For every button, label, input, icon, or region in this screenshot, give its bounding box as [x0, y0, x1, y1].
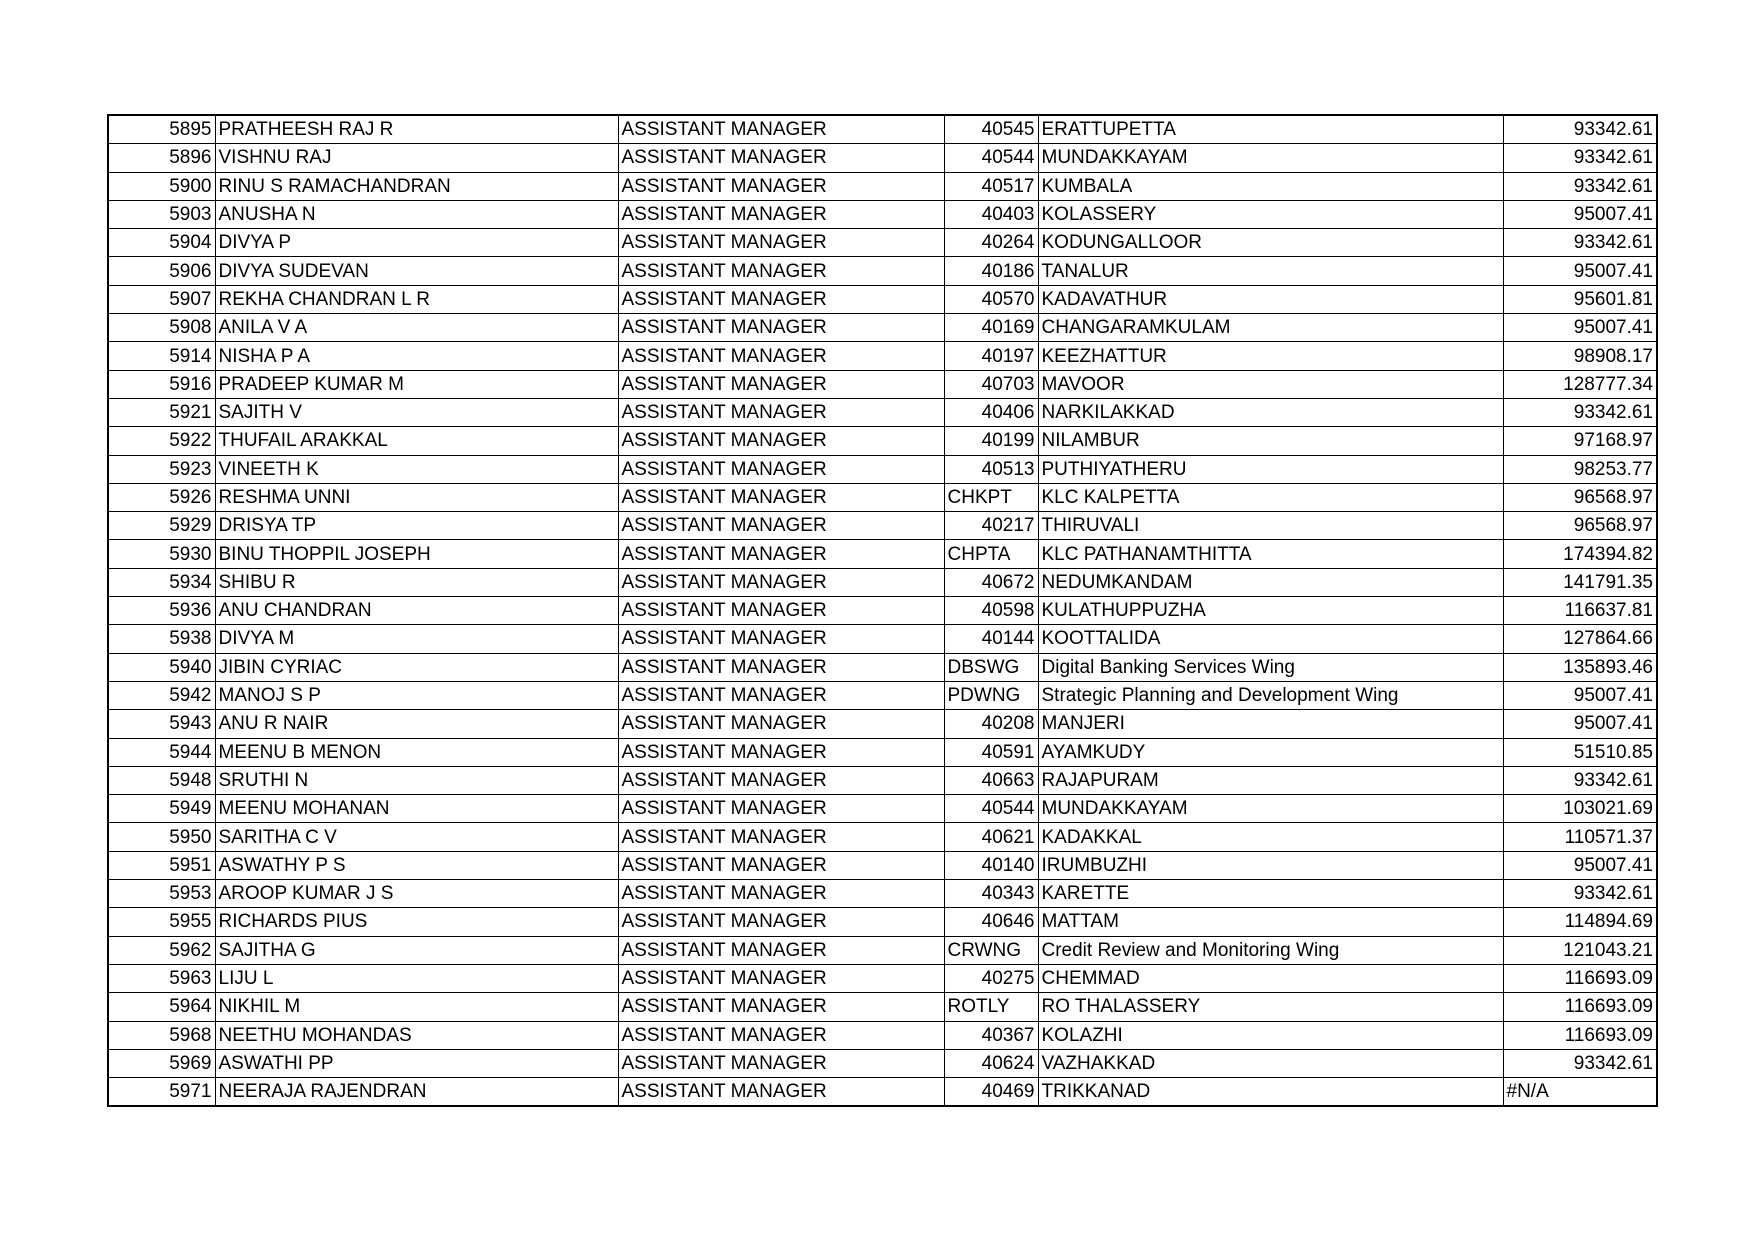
table-row: [108, 483, 1657, 511]
branch-code-cell: 40169: [944, 314, 1038, 342]
designation-cell: ASSISTANT MANAGER: [618, 455, 944, 483]
branch-name-cell: MUNDAKKAYAM: [1038, 795, 1503, 823]
employee-id-cell: 5969: [108, 1049, 215, 1077]
employee-name-cell: LIJU L: [215, 964, 618, 992]
table-row: [108, 681, 1657, 709]
employee-id-cell: 5948: [108, 766, 215, 794]
branch-name-cell: MUNDAKKAYAM: [1038, 144, 1503, 172]
branch-code-cell: DBSWG: [944, 653, 1038, 681]
branch-name-cell: Credit Review and Monitoring Wing: [1038, 936, 1503, 964]
branch-name-cell: PUTHIYATHERU: [1038, 455, 1503, 483]
designation-cell: ASSISTANT MANAGER: [618, 597, 944, 625]
employee-name-cell: SRUTHI N: [215, 766, 618, 794]
amount-cell: 110571.37: [1503, 823, 1657, 851]
designation-cell: ASSISTANT MANAGER: [618, 908, 944, 936]
table-row: [108, 936, 1657, 964]
employee-id-cell: 5900: [108, 172, 215, 200]
branch-code-cell: 40544: [944, 795, 1038, 823]
employee-id-cell: 5895: [108, 115, 215, 144]
table-row: [108, 427, 1657, 455]
amount-cell: 95007.41: [1503, 851, 1657, 879]
table-row: [108, 342, 1657, 370]
employee-name-cell: VISHNU RAJ: [215, 144, 618, 172]
amount-cell: 93342.61: [1503, 398, 1657, 426]
table-row: [108, 880, 1657, 908]
amount-cell: 97168.97: [1503, 427, 1657, 455]
branch-name-cell: KEEZHATTUR: [1038, 342, 1503, 370]
designation-cell: ASSISTANT MANAGER: [618, 285, 944, 313]
table-row: [108, 568, 1657, 596]
table-row: [108, 625, 1657, 653]
branch-name-cell: MAVOOR: [1038, 370, 1503, 398]
amount-cell: 95007.41: [1503, 681, 1657, 709]
designation-cell: ASSISTANT MANAGER: [618, 370, 944, 398]
branch-code-cell: 40406: [944, 398, 1038, 426]
branch-code-cell: CHKPT: [944, 483, 1038, 511]
branch-code-cell: 40646: [944, 908, 1038, 936]
table-row: [108, 398, 1657, 426]
amount-cell: 116637.81: [1503, 597, 1657, 625]
employee-name-cell: SHIBU R: [215, 568, 618, 596]
employee-id-cell: 5971: [108, 1078, 215, 1107]
branch-name-cell: VAZHAKKAD: [1038, 1049, 1503, 1077]
designation-cell: ASSISTANT MANAGER: [618, 398, 944, 426]
branch-name-cell: KOLASSERY: [1038, 200, 1503, 228]
amount-cell: 95007.41: [1503, 314, 1657, 342]
employee-name-cell: MEENU MOHANAN: [215, 795, 618, 823]
branch-name-cell: KARETTE: [1038, 880, 1503, 908]
amount-cell: 135893.46: [1503, 653, 1657, 681]
designation-cell: ASSISTANT MANAGER: [618, 229, 944, 257]
employee-name-cell: PRADEEP KUMAR M: [215, 370, 618, 398]
table-row: [108, 597, 1657, 625]
employee-id-cell: 5942: [108, 681, 215, 709]
amount-cell: 95007.41: [1503, 710, 1657, 738]
branch-name-cell: CHANGARAMKULAM: [1038, 314, 1503, 342]
designation-cell: ASSISTANT MANAGER: [618, 766, 944, 794]
table-row: [108, 370, 1657, 398]
designation-cell: ASSISTANT MANAGER: [618, 681, 944, 709]
employee-id-cell: 5930: [108, 540, 215, 568]
employee-name-cell: SAJITHA G: [215, 936, 618, 964]
amount-cell: 51510.85: [1503, 738, 1657, 766]
amount-cell: 128777.34: [1503, 370, 1657, 398]
employee-name-cell: ANU CHANDRAN: [215, 597, 618, 625]
designation-cell: ASSISTANT MANAGER: [618, 795, 944, 823]
employee-id-cell: 5907: [108, 285, 215, 313]
designation-cell: ASSISTANT MANAGER: [618, 342, 944, 370]
designation-cell: ASSISTANT MANAGER: [618, 512, 944, 540]
branch-name-cell: THIRUVALI: [1038, 512, 1503, 540]
branch-code-cell: 40343: [944, 880, 1038, 908]
table-row: [108, 738, 1657, 766]
employee-id-cell: 5938: [108, 625, 215, 653]
employee-id-cell: 5964: [108, 993, 215, 1021]
branch-code-cell: 40703: [944, 370, 1038, 398]
branch-code-cell: 40264: [944, 229, 1038, 257]
employee-id-cell: 5949: [108, 795, 215, 823]
branch-code-cell: 40517: [944, 172, 1038, 200]
branch-code-cell: 40208: [944, 710, 1038, 738]
employee-name-cell: ANUSHA N: [215, 200, 618, 228]
designation-cell: ASSISTANT MANAGER: [618, 568, 944, 596]
branch-code-cell: 40624: [944, 1049, 1038, 1077]
branch-name-cell: KOLAZHI: [1038, 1021, 1503, 1049]
amount-cell: 174394.82: [1503, 540, 1657, 568]
employee-name-cell: ANU R NAIR: [215, 710, 618, 738]
employee-id-cell: 5950: [108, 823, 215, 851]
amount-cell: 96568.97: [1503, 483, 1657, 511]
branch-name-cell: KADAKKAL: [1038, 823, 1503, 851]
employee-id-cell: 5940: [108, 653, 215, 681]
branch-name-cell: IRUMBUZHI: [1038, 851, 1503, 879]
designation-cell: ASSISTANT MANAGER: [618, 936, 944, 964]
designation-cell: ASSISTANT MANAGER: [618, 993, 944, 1021]
designation-cell: ASSISTANT MANAGER: [618, 823, 944, 851]
employee-name-cell: MANOJ S P: [215, 681, 618, 709]
designation-cell: ASSISTANT MANAGER: [618, 1078, 944, 1107]
designation-cell: ASSISTANT MANAGER: [618, 257, 944, 285]
employee-name-cell: RICHARDS PIUS: [215, 908, 618, 936]
branch-code-cell: PDWNG: [944, 681, 1038, 709]
employee-id-cell: 5943: [108, 710, 215, 738]
table-row: [108, 1021, 1657, 1049]
employee-id-cell: 5908: [108, 314, 215, 342]
table-row: [108, 172, 1657, 200]
branch-name-cell: KUMBALA: [1038, 172, 1503, 200]
designation-cell: ASSISTANT MANAGER: [618, 200, 944, 228]
employee-name-cell: REKHA CHANDRAN L R: [215, 285, 618, 313]
employee-id-cell: 5922: [108, 427, 215, 455]
employee-name-cell: ASWATHI PP: [215, 1049, 618, 1077]
amount-cell: 93342.61: [1503, 880, 1657, 908]
table-row: [108, 993, 1657, 1021]
employee-id-cell: 5929: [108, 512, 215, 540]
branch-name-cell: Strategic Planning and Development Wing: [1038, 681, 1503, 709]
branch-name-cell: KODUNGALLOOR: [1038, 229, 1503, 257]
branch-code-cell: 40367: [944, 1021, 1038, 1049]
employee-name-cell: RINU S RAMACHANDRAN: [215, 172, 618, 200]
table-row: [108, 795, 1657, 823]
amount-cell: 93342.61: [1503, 766, 1657, 794]
employee-id-cell: 5914: [108, 342, 215, 370]
employee-id-cell: 5934: [108, 568, 215, 596]
table-row: [108, 314, 1657, 342]
employee-id-cell: 5968: [108, 1021, 215, 1049]
employee-id-cell: 5953: [108, 880, 215, 908]
amount-cell: 93342.61: [1503, 1049, 1657, 1077]
employee-table: [107, 114, 1658, 1107]
designation-cell: ASSISTANT MANAGER: [618, 483, 944, 511]
employee-id-cell: 5955: [108, 908, 215, 936]
employee-name-cell: NEETHU MOHANDAS: [215, 1021, 618, 1049]
table-row: [108, 115, 1657, 144]
branch-name-cell: KLC PATHANAMTHITTA: [1038, 540, 1503, 568]
designation-cell: ASSISTANT MANAGER: [618, 738, 944, 766]
branch-code-cell: 40591: [944, 738, 1038, 766]
branch-code-cell: 40144: [944, 625, 1038, 653]
branch-code-cell: 40275: [944, 964, 1038, 992]
employee-name-cell: NEERAJA RAJENDRAN: [215, 1078, 618, 1107]
branch-code-cell: 40186: [944, 257, 1038, 285]
amount-cell: 116693.09: [1503, 993, 1657, 1021]
amount-cell: 93342.61: [1503, 172, 1657, 200]
amount-cell: 116693.09: [1503, 1021, 1657, 1049]
employee-name-cell: SARITHA C V: [215, 823, 618, 851]
branch-code-cell: 40513: [944, 455, 1038, 483]
branch-code-cell: 40403: [944, 200, 1038, 228]
employee-id-cell: 5963: [108, 964, 215, 992]
branch-name-cell: RAJAPURAM: [1038, 766, 1503, 794]
designation-cell: ASSISTANT MANAGER: [618, 880, 944, 908]
branch-code-cell: 40197: [944, 342, 1038, 370]
designation-cell: ASSISTANT MANAGER: [618, 710, 944, 738]
employee-name-cell: NISHA P A: [215, 342, 618, 370]
table-row: [108, 964, 1657, 992]
employee-id-cell: 5906: [108, 257, 215, 285]
branch-code-cell: 40672: [944, 568, 1038, 596]
branch-name-cell: NEDUMKANDAM: [1038, 568, 1503, 596]
table-row: [108, 851, 1657, 879]
table-row: [108, 540, 1657, 568]
branch-code-cell: CHPTA: [944, 540, 1038, 568]
branch-name-cell: ERATTUPETTA: [1038, 115, 1503, 144]
branch-name-cell: KLC KALPETTA: [1038, 483, 1503, 511]
designation-cell: ASSISTANT MANAGER: [618, 653, 944, 681]
table-row: [108, 710, 1657, 738]
branch-name-cell: MATTAM: [1038, 908, 1503, 936]
table-row: [108, 1078, 1657, 1107]
table-row: [108, 766, 1657, 794]
amount-cell: 98908.17: [1503, 342, 1657, 370]
designation-cell: ASSISTANT MANAGER: [618, 115, 944, 144]
employee-name-cell: VINEETH K: [215, 455, 618, 483]
branch-name-cell: NARKILAKKAD: [1038, 398, 1503, 426]
designation-cell: ASSISTANT MANAGER: [618, 851, 944, 879]
table-row: [108, 455, 1657, 483]
designation-cell: ASSISTANT MANAGER: [618, 540, 944, 568]
branch-code-cell: 40217: [944, 512, 1038, 540]
designation-cell: ASSISTANT MANAGER: [618, 172, 944, 200]
employee-name-cell: PRATHEESH RAJ R: [215, 115, 618, 144]
employee-name-cell: THUFAIL ARAKKAL: [215, 427, 618, 455]
branch-name-cell: AYAMKUDY: [1038, 738, 1503, 766]
branch-name-cell: NILAMBUR: [1038, 427, 1503, 455]
employee-id-cell: 5951: [108, 851, 215, 879]
branch-name-cell: RO THALASSERY: [1038, 993, 1503, 1021]
employee-name-cell: DRISYA TP: [215, 512, 618, 540]
employee-table-body: [108, 115, 1657, 1106]
employee-name-cell: BINU THOPPIL JOSEPH: [215, 540, 618, 568]
amount-cell: 103021.69: [1503, 795, 1657, 823]
employee-id-cell: 5903: [108, 200, 215, 228]
amount-cell: 96568.97: [1503, 512, 1657, 540]
branch-name-cell: KADAVATHUR: [1038, 285, 1503, 313]
amount-cell: 93342.61: [1503, 115, 1657, 144]
branch-code-cell: 40199: [944, 427, 1038, 455]
branch-name-cell: Digital Banking Services Wing: [1038, 653, 1503, 681]
employee-id-cell: 5896: [108, 144, 215, 172]
designation-cell: ASSISTANT MANAGER: [618, 964, 944, 992]
branch-code-cell: 40598: [944, 597, 1038, 625]
branch-name-cell: KOOTTALIDA: [1038, 625, 1503, 653]
table-row: [108, 229, 1657, 257]
employee-id-cell: 5962: [108, 936, 215, 964]
employee-id-cell: 5904: [108, 229, 215, 257]
amount-cell: 95007.41: [1503, 200, 1657, 228]
employee-name-cell: DIVYA SUDEVAN: [215, 257, 618, 285]
branch-code-cell: 40663: [944, 766, 1038, 794]
table-row: [108, 1049, 1657, 1077]
amount-cell: #N/A: [1503, 1078, 1657, 1107]
table-row: [108, 908, 1657, 936]
amount-cell: 121043.21: [1503, 936, 1657, 964]
branch-code-cell: 40140: [944, 851, 1038, 879]
branch-name-cell: TRIKKANAD: [1038, 1078, 1503, 1107]
table-row: [108, 144, 1657, 172]
amount-cell: 98253.77: [1503, 455, 1657, 483]
table-row: [108, 257, 1657, 285]
table-row: [108, 285, 1657, 313]
employee-name-cell: JIBIN CYRIAC: [215, 653, 618, 681]
branch-code-cell: 40621: [944, 823, 1038, 851]
amount-cell: 141791.35: [1503, 568, 1657, 596]
amount-cell: 95007.41: [1503, 257, 1657, 285]
branch-code-cell: ROTLY: [944, 993, 1038, 1021]
employee-id-cell: 5923: [108, 455, 215, 483]
designation-cell: ASSISTANT MANAGER: [618, 144, 944, 172]
employee-name-cell: ANILA V A: [215, 314, 618, 342]
designation-cell: ASSISTANT MANAGER: [618, 427, 944, 455]
table-row: [108, 653, 1657, 681]
employee-name-cell: SAJITH V: [215, 398, 618, 426]
branch-code-cell: 40469: [944, 1078, 1038, 1107]
employee-id-cell: 5936: [108, 597, 215, 625]
employee-id-cell: 5944: [108, 738, 215, 766]
employee-name-cell: AROOP KUMAR J S: [215, 880, 618, 908]
employee-name-cell: MEENU B MENON: [215, 738, 618, 766]
employee-name-cell: DIVYA P: [215, 229, 618, 257]
branch-name-cell: CHEMMAD: [1038, 964, 1503, 992]
branch-code-cell: CRWNG: [944, 936, 1038, 964]
amount-cell: 93342.61: [1503, 229, 1657, 257]
employee-name-cell: ASWATHY P S: [215, 851, 618, 879]
designation-cell: ASSISTANT MANAGER: [618, 1021, 944, 1049]
employee-name-cell: DIVYA M: [215, 625, 618, 653]
amount-cell: 95601.81: [1503, 285, 1657, 313]
amount-cell: 114894.69: [1503, 908, 1657, 936]
designation-cell: ASSISTANT MANAGER: [618, 1049, 944, 1077]
amount-cell: 127864.66: [1503, 625, 1657, 653]
table-row: [108, 200, 1657, 228]
employee-id-cell: 5926: [108, 483, 215, 511]
branch-code-cell: 40545: [944, 115, 1038, 144]
branch-code-cell: 40544: [944, 144, 1038, 172]
branch-name-cell: MANJERI: [1038, 710, 1503, 738]
branch-name-cell: TANALUR: [1038, 257, 1503, 285]
table-row: [108, 823, 1657, 851]
employee-id-cell: 5921: [108, 398, 215, 426]
branch-code-cell: 40570: [944, 285, 1038, 313]
employee-name-cell: NIKHIL M: [215, 993, 618, 1021]
amount-cell: 93342.61: [1503, 144, 1657, 172]
employee-name-cell: RESHMA UNNI: [215, 483, 618, 511]
table-row: [108, 512, 1657, 540]
designation-cell: ASSISTANT MANAGER: [618, 625, 944, 653]
amount-cell: 116693.09: [1503, 964, 1657, 992]
designation-cell: ASSISTANT MANAGER: [618, 314, 944, 342]
branch-name-cell: KULATHUPPUZHA: [1038, 597, 1503, 625]
employee-id-cell: 5916: [108, 370, 215, 398]
